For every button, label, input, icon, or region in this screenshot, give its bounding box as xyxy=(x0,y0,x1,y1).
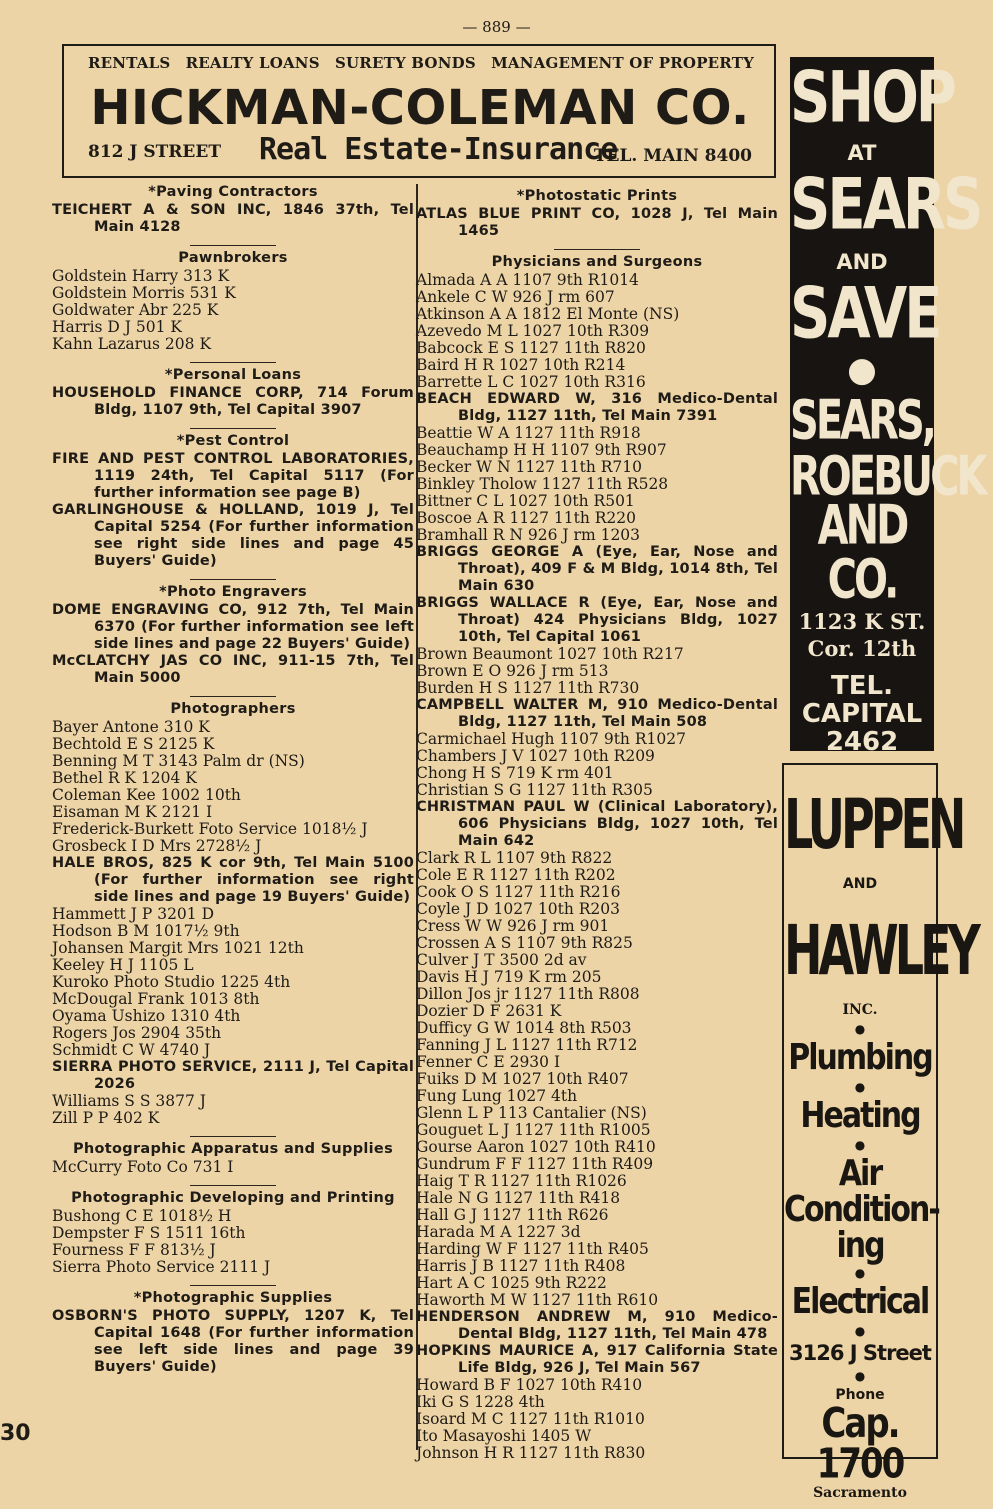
ad-service: SURETY BONDS xyxy=(334,54,476,72)
ad-services-row xyxy=(88,54,754,72)
directory-entry: HALE BROS, 825 K cor 9th, Tel Main 5100 (For further information see right side lines and page 19 Buyers' Guide) xyxy=(52,855,414,905)
section-heading: *Pest Control xyxy=(176,433,290,449)
sears-ad-corner: Cor. 12th xyxy=(807,636,917,661)
directory-entry: Crossen A S 1107 9th R825 xyxy=(416,934,633,952)
section-rule xyxy=(554,249,640,250)
directory-entry: Grosbeck I D Mrs 2728½ J xyxy=(52,837,262,855)
directory-entry: Goldwater Abr 225 K xyxy=(52,301,219,319)
section-rule xyxy=(190,428,276,429)
ad-telephone: TEL. MAIN 8400 xyxy=(593,146,752,166)
directory-entry: Bittner C L 1027 10th R501 xyxy=(416,492,635,510)
directory-entry: SIERRA PHOTO SERVICE, 2111 J, Tel Capital 2026 xyxy=(52,1059,414,1092)
ad-service: REALTY LOANS xyxy=(185,54,320,72)
directory-entry: McDougal Frank 1013 8th xyxy=(52,990,260,1008)
directory-entry: Fourness F F 813½ J xyxy=(52,1241,216,1259)
directory-entry: Brown E O 926 J rm 513 xyxy=(416,662,609,680)
directory-entry: HENDERSON ANDREW M, 910 Medico-Dental Bldg, 1127 11th, Tel Main 478 xyxy=(416,1309,778,1342)
bullet-icon: ● xyxy=(854,1080,866,1094)
directory-entry: Sierra Photo Service 2111 J xyxy=(52,1258,271,1276)
bullet-icon: ● xyxy=(854,1022,866,1036)
hickman-coleman-ad xyxy=(62,44,776,178)
directory-entry: Bayer Antone 310 K xyxy=(52,718,210,736)
luppen-ad-service: Plumbing xyxy=(788,1036,932,1079)
directory-entry: Dempster F S 1511 16th xyxy=(52,1224,246,1242)
directory-entry: Zill P P 402 K xyxy=(52,1109,160,1127)
section-heading: Physicians and Surgeons xyxy=(491,254,703,270)
section-heading: Photographic Developing and Printing xyxy=(71,1190,395,1206)
directory-entry: Gourse Aaron 1027 10th R410 xyxy=(416,1138,656,1156)
margin-page-number: 30 xyxy=(0,1421,31,1446)
directory-entry: BEACH EDWARD W, 316 Medico-Dental Bldg, 1127 11th, Tel Main 7391 xyxy=(416,391,778,424)
directory-entry: CHRISTMAN PAUL W (Clinical Laboratory), 606 Physicians Bldg, 1027 10th, Tel Main 642 xyxy=(416,799,778,849)
luppen-ad-inc: INC. xyxy=(842,1002,878,1018)
directory-entry: Hale N G 1127 11th R418 xyxy=(416,1189,621,1207)
directory-entry: Baird H R 1027 10th R214 xyxy=(416,356,626,374)
section-heading: *Photographic Supplies xyxy=(133,1290,333,1306)
section-rule xyxy=(190,245,276,246)
directory-entry: Cook O S 1127 11th R216 xyxy=(416,883,621,901)
directory-entry: Bechtold E S 2125 K xyxy=(52,735,215,753)
directory-entry: TEICHERT A & SON INC, 1846 37th, Tel Main 4128 xyxy=(52,202,414,235)
directory-entry: Bethel R K 1204 K xyxy=(52,769,197,787)
section-rule xyxy=(190,362,276,363)
directory-entry: Fenner C E 2930 I xyxy=(416,1053,561,1071)
directory-entry: Hart A C 1025 9th R222 xyxy=(416,1274,607,1292)
section-heading: *Personal Loans xyxy=(164,367,302,383)
directory-entry: Eisaman M K 2121 I xyxy=(52,803,213,821)
luppen-ad-service: Condition- xyxy=(784,1188,939,1231)
directory-entry: HOPKINS MAURICE A, 917 California State Life Bldg, 926 J, Tel Main 567 xyxy=(416,1343,778,1376)
directory-entry: DOME ENGRAVING CO, 912 7th, Tel Main 6370 (For further information see left side lines and page 22 Buyers' Guide) xyxy=(52,602,414,652)
directory-entry: Johansen Margit Mrs 1021 12th xyxy=(52,939,304,957)
directory-entry: Harris J B 1127 11th R408 xyxy=(416,1257,626,1275)
sears-ad-tel-label: TEL. xyxy=(831,671,893,701)
directory-entry: Carmichael Hugh 1107 9th R1027 xyxy=(416,730,686,748)
directory-entry: Fuiks D M 1027 10th R407 xyxy=(416,1070,629,1088)
directory-entry: Coleman Kee 1002 10th xyxy=(52,786,241,804)
directory-entry: Benning M T 3143 Palm dr (NS) xyxy=(52,752,305,770)
ad-service: MANAGEMENT OF PROPERTY xyxy=(491,54,754,72)
section-rule xyxy=(190,579,276,580)
bullet-icon: ● xyxy=(854,1266,866,1280)
directory-entry: Frederick-Burkett Foto Service 1018½ J xyxy=(52,820,368,838)
directory-column-right xyxy=(416,186,778,1462)
directory-entry: Oyama Ushizo 1310 4th xyxy=(52,1007,241,1025)
section-rule xyxy=(190,696,276,697)
directory-entry: Boscoe A R 1127 11th R220 xyxy=(416,509,636,527)
sears-ad xyxy=(790,57,985,757)
luppen-ad-service: Electrical xyxy=(791,1280,929,1323)
directory-entry: Bushong C E 1018½ H xyxy=(52,1207,232,1225)
directory-entry: Babcock E S 1127 11th R820 xyxy=(416,339,646,357)
directory-entry: Davis H J 719 K rm 205 xyxy=(416,968,602,986)
directory-entry: Culver J T 3500 2d av xyxy=(416,951,587,969)
section-heading: Photographers xyxy=(170,701,296,717)
directory-entry: Becker W N 1127 11th R710 xyxy=(416,458,642,476)
ad-service: RENTALS xyxy=(88,54,171,72)
directory-entry: Almada A A 1107 9th R1014 xyxy=(416,271,639,289)
luppen-ad-phone: Cap. 1700 xyxy=(816,1399,904,1489)
directory-entry: Hodson B M 1017½ 9th xyxy=(52,922,240,940)
directory-entry: Beauchamp H H 1107 9th R907 xyxy=(416,441,667,459)
directory-entry: Rogers Jos 2904 35th xyxy=(52,1024,222,1042)
directory-entry: Iki G S 1228 4th xyxy=(416,1393,545,1411)
directory-entry: Goldstein Harry 313 K xyxy=(52,267,230,285)
directory-entry: HOUSEHOLD FINANCE CORP, 714 Forum Bldg, 1107 9th, Tel Capital 3907 xyxy=(52,385,414,418)
ad-street: 812 J STREET xyxy=(88,142,221,162)
directory-entry: Christian S G 1127 11th R305 xyxy=(416,781,653,799)
bullet-icon: ● xyxy=(847,350,877,390)
directory-entry: GARLINGHOUSE & HOLLAND, 1019 J, Tel Capital 5254 (For further information see right side lines and page 45 Buyers' Guide) xyxy=(52,502,414,569)
luppen-ad-service: Heating xyxy=(800,1094,920,1137)
ad-company-name: HICKMAN-COLEMAN CO. xyxy=(90,80,750,136)
directory-entry: Chambers J V 1027 10th R209 xyxy=(416,747,655,765)
directory-entry: ATLAS BLUE PRINT CO, 1028 J, Tel Main 1465 xyxy=(416,206,778,239)
directory-entry: Haworth M W 1127 11th R610 xyxy=(416,1291,659,1309)
directory-entry: Ito Masayoshi 1405 W xyxy=(416,1427,592,1445)
directory-entry: Coyle J D 1027 10th R203 xyxy=(416,900,620,918)
directory-entry: Keeley H J 1105 L xyxy=(52,956,194,974)
directory-entry: Harding W F 1127 11th R405 xyxy=(416,1240,649,1258)
directory-entry: Binkley Tholow 1127 11th R528 xyxy=(416,475,669,493)
directory-entry: Schmidt C W 4740 J xyxy=(52,1041,211,1059)
sears-ad-line: AND xyxy=(836,250,888,274)
directory-entry: Ankele C W 926 J rm 607 xyxy=(416,288,615,306)
directory-entry: Goldstein Morris 531 K xyxy=(52,284,236,302)
section-rule xyxy=(190,1185,276,1186)
directory-entry: FIRE AND PEST CONTROL LABORATORIES, 1119 24th, Tel Capital 5117 (For further information see page B) xyxy=(52,451,414,501)
section-heading: Photographic Apparatus and Supplies xyxy=(72,1141,394,1157)
directory-entry: Atkinson A A 1812 El Monte (NS) xyxy=(416,305,680,323)
directory-entry: Johnson H R 1127 11th R830 xyxy=(416,1444,646,1462)
directory-entry: Dozier D F 2631 K xyxy=(416,1002,562,1020)
section-heading: Pawnbrokers xyxy=(178,250,288,266)
luppen-ad-name: HAWLEY xyxy=(784,909,977,991)
directory-entry: Harada M A 1227 3d xyxy=(416,1223,581,1241)
luppen-ad-city: Sacramento xyxy=(813,1485,907,1501)
directory-entry: Chong H S 719 K rm 401 xyxy=(416,764,614,782)
bullet-icon: ● xyxy=(854,1324,866,1338)
directory-entry: CAMPBELL WALTER M, 910 Medico-Dental Bldg, 1127 11th, Tel Main 508 xyxy=(416,697,778,730)
section-rule xyxy=(190,1285,276,1286)
directory-entry: Azevedo M L 1027 10th R309 xyxy=(416,322,650,340)
directory-entry: Cress W W 926 J rm 901 xyxy=(416,917,610,935)
directory-entry: BRIGGS WALLACE R (Eye, Ear, Nose and Throat) 424 Physicians Bldg, 1027 10th, Tel Capital 1061 xyxy=(416,595,778,645)
directory-entry: Haig T R 1127 11th R1026 xyxy=(416,1172,627,1190)
directory-entry: Fanning J L 1127 11th R712 xyxy=(416,1036,638,1054)
directory-entry: Williams S S 3877 J xyxy=(52,1092,206,1110)
directory-entry: Brown Beaumont 1027 10th R217 xyxy=(416,645,684,663)
sears-ad-line: AT xyxy=(847,141,877,165)
luppen-ad-service: ing xyxy=(836,1224,884,1267)
luppen-ad-and: AND xyxy=(842,876,878,892)
section-rule xyxy=(190,1136,276,1137)
directory-entry: Bramhall R N 926 J rm 1203 xyxy=(416,526,641,544)
directory-entry: BRIGGS GEORGE A (Eye, Ear, Nose and Throat), 409 F & M Bldg, 1014 8th, Tel Main 630 xyxy=(416,544,778,594)
luppen-ad-name: LUPPEN xyxy=(784,783,963,865)
directory-entry: Kahn Lazarus 208 K xyxy=(52,335,212,353)
luppen-ad-address: 3126 J Street xyxy=(789,1341,931,1365)
directory-entry: Beattie W A 1127 11th R918 xyxy=(416,424,641,442)
luppen-hawley-ad xyxy=(782,763,977,1501)
sears-ad-address: 1123 K ST. xyxy=(798,609,926,634)
luppen-ad-phone-label: Phone xyxy=(835,1387,885,1403)
sears-ad-line: SHOP xyxy=(790,57,954,139)
directory-column-left xyxy=(52,182,414,1376)
directory-entry: Kuroko Photo Studio 1225 4th xyxy=(52,973,291,991)
directory-entry: McCurry Foto Co 731 I xyxy=(52,1158,234,1176)
sears-ad-tel-number: 2462 xyxy=(825,727,899,757)
section-heading: *Paving Contractors xyxy=(148,184,318,200)
directory-entry: Harris D J 501 K xyxy=(52,318,183,336)
directory-entry: Barrette L C 1027 10th R316 xyxy=(416,373,646,391)
directory-entry: Hall G J 1127 11th R626 xyxy=(416,1206,609,1224)
directory-entry: Clark R L 1107 9th R822 xyxy=(416,849,613,867)
directory-entry: Dufficy G W 1014 8th R503 xyxy=(416,1019,632,1037)
directory-entry: Cole E R 1127 11th R202 xyxy=(416,866,616,884)
directory-entry: Glenn L P 113 Cantalier (NS) xyxy=(416,1104,647,1122)
ad-tagline: Real Estate-Insurance xyxy=(259,132,618,167)
sears-ad-tel-exchange: CAPITAL xyxy=(801,699,923,729)
directory-entry: Howard B F 1027 10th R410 xyxy=(416,1376,643,1394)
section-heading: *Photo Engravers xyxy=(159,584,307,600)
sears-ad-line: SEARS, xyxy=(790,389,934,453)
section-heading: *Photostatic Prints xyxy=(516,188,678,204)
directory-entry: Gundrum F F 1127 11th R409 xyxy=(416,1155,654,1173)
luppen-ad-service: Air xyxy=(838,1152,882,1195)
directory-entry: Hammett J P 3201 D xyxy=(52,905,215,923)
directory-entry: McCLATCHY JAS CO INC, 911-15 7th, Tel Main 5000 xyxy=(52,653,414,686)
directory-entry: OSBORN'S PHOTO SUPPLY, 1207 K, Tel Capital 1648 (For further information see left side lines and page 39 Buyers' Guide) xyxy=(52,1308,414,1375)
directory-entry: Gouguet L J 1127 11th R1005 xyxy=(416,1121,651,1139)
page-number: — 889 — xyxy=(462,18,531,36)
sears-ad-line: SAVE xyxy=(790,273,940,355)
directory-entry: Isoard M C 1127 11th R1010 xyxy=(416,1410,645,1428)
sears-ad-line: AND CO. xyxy=(817,494,907,612)
sears-ad-line: SEARS xyxy=(790,164,981,246)
bullet-icon: ● xyxy=(854,1369,866,1383)
bullet-icon: ● xyxy=(854,1138,866,1152)
directory-entry: Fung Lung 1027 4th xyxy=(416,1087,578,1105)
sears-ad-line: ROEBUCK xyxy=(790,445,985,509)
directory-entry: Dillon Jos jr 1127 11th R808 xyxy=(416,985,640,1003)
directory-entry: Burden H S 1127 11th R730 xyxy=(416,679,640,697)
